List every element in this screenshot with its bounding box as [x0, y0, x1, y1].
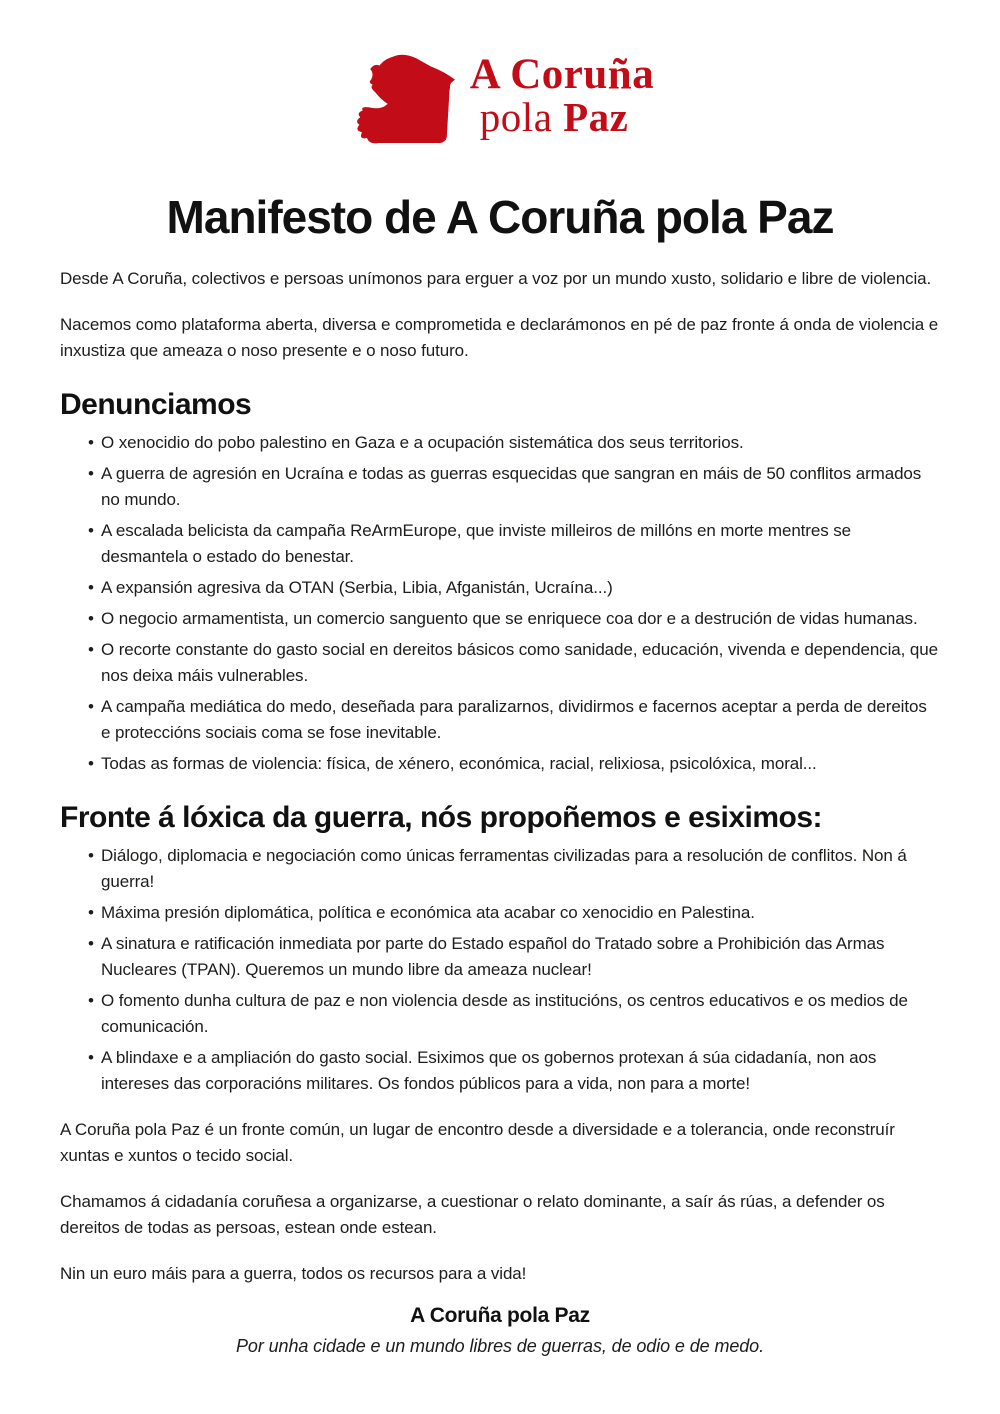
- footer: [60, 1303, 940, 1358]
- dove-icon: [346, 44, 466, 148]
- closing-paragraph: Chamamos á cidadanía coruñesa a organizarse, a cuestionar o relato dominante, a saír ás rúas, a defender os dereitos de todas as persoas, estean onde estean.: [60, 1192, 885, 1237]
- section-heading-denunciamos: Denunciamos: [60, 388, 252, 421]
- logo: [60, 0, 940, 148]
- logo-line2-bold: Paz: [563, 94, 629, 141]
- logo-line2-regular: pola: [479, 94, 564, 141]
- list-item: • A blindaxe e a ampliación do gasto social. Esiximos que os gobernos protexan á súa cidadanía, non aos intereses das corporacións militares. Os fondos públicos para a vida, non para a morte!: [88, 1045, 940, 1097]
- logo-wordmark: [470, 53, 654, 139]
- closing-paragraph: Nin un euro máis para a guerra, todos os recursos para a vida!: [60, 1264, 527, 1283]
- closing-paragraph: A Coruña pola Paz é un fronte común, un lugar de encontro desde a diversidade e a tolerancia, onde reconstruír xuntas e xuntos o tecido social.: [60, 1120, 895, 1165]
- list-item: • A escalada belicista da campaña ReArmEurope, que inviste milleiros de millóns en morte mentres se desmantela o estado do benestar.: [88, 518, 940, 570]
- list-item: • Máxima presión diplomática, política e económica ata acabar co xenocidio en Palestina.: [88, 900, 940, 926]
- section-heading-propostas: Fronte á lóxica da guerra, nós propoñemos e esiximos:: [60, 801, 823, 834]
- list-item: • A sinatura e ratificación inmediata por parte do Estado español do Tratado sobre a Prohibición das Armas Nucleares (TPAN). Queremos un mundo libre da ameaza nuclear!: [88, 931, 940, 983]
- list-item: • O fomento dunha cultura de paz e non violencia desde as institucións, os centros educativos e os medios de comunicación.: [88, 988, 940, 1040]
- list-item: • A expansión agresiva da OTAN (Serbia, Libia, Afganistán, Ucraína...): [88, 575, 940, 601]
- list-item: • A campaña mediática do medo, deseñada para paralizarnos, dividirmos e facernos aceptar a perda de dereitos e proteccións sociais coma se fose inevitable.: [88, 694, 940, 746]
- footer-tagline: Por unha cidade e un mundo libres de guerras, de odio e de medo.: [236, 1336, 764, 1356]
- intro-paragraph: Nacemos como plataforma aberta, diversa e comprometida e declarámonos en pé de paz fronte á onda de violencia e inxustiza que ameaza o noso presente e o noso futuro.: [60, 315, 939, 360]
- list-item: • A guerra de agresión en Ucraína e todas as guerras esquecidas que sangran en máis de 50 conflitos armados no mundo.: [88, 461, 940, 513]
- denunciamos-list: [60, 430, 940, 777]
- propostas-list: [60, 843, 940, 1097]
- intro-paragraph: Desde A Coruña, colectivos e persoas unímonos para erguer a voz por un mundo xusto, solidario e libre de violencia.: [60, 269, 932, 288]
- manifesto-body: [60, 266, 940, 1287]
- list-item: • O negocio armamentista, un comercio sanguento que se enriquece coa dor e a destrución de vidas humanas.: [88, 606, 940, 632]
- list-item: • Todas as formas de violencia: física, de xénero, económica, racial, relixiosa, psicolóxica, moral...: [88, 751, 940, 777]
- logo-line1: A Coruña: [469, 51, 655, 99]
- page-title: Manifesto de A Coruña pola Paz: [166, 191, 834, 243]
- list-item: • O recorte constante do gasto social en dereitos básicos como sanidade, educación, vivenda e dependencia, que nos deixa máis vulnerables.: [88, 637, 940, 689]
- footer-title: A Coruña pola Paz: [410, 1304, 590, 1327]
- list-item: • Diálogo, diplomacia e negociación como únicas ferramentas civilizadas para a resolución de conflitos. Non á guerra!: [88, 843, 940, 895]
- list-item: • O xenocidio do pobo palestino en Gaza e a ocupación sistemática dos seus territorios.: [88, 430, 940, 456]
- logo-line2: [470, 94, 654, 141]
